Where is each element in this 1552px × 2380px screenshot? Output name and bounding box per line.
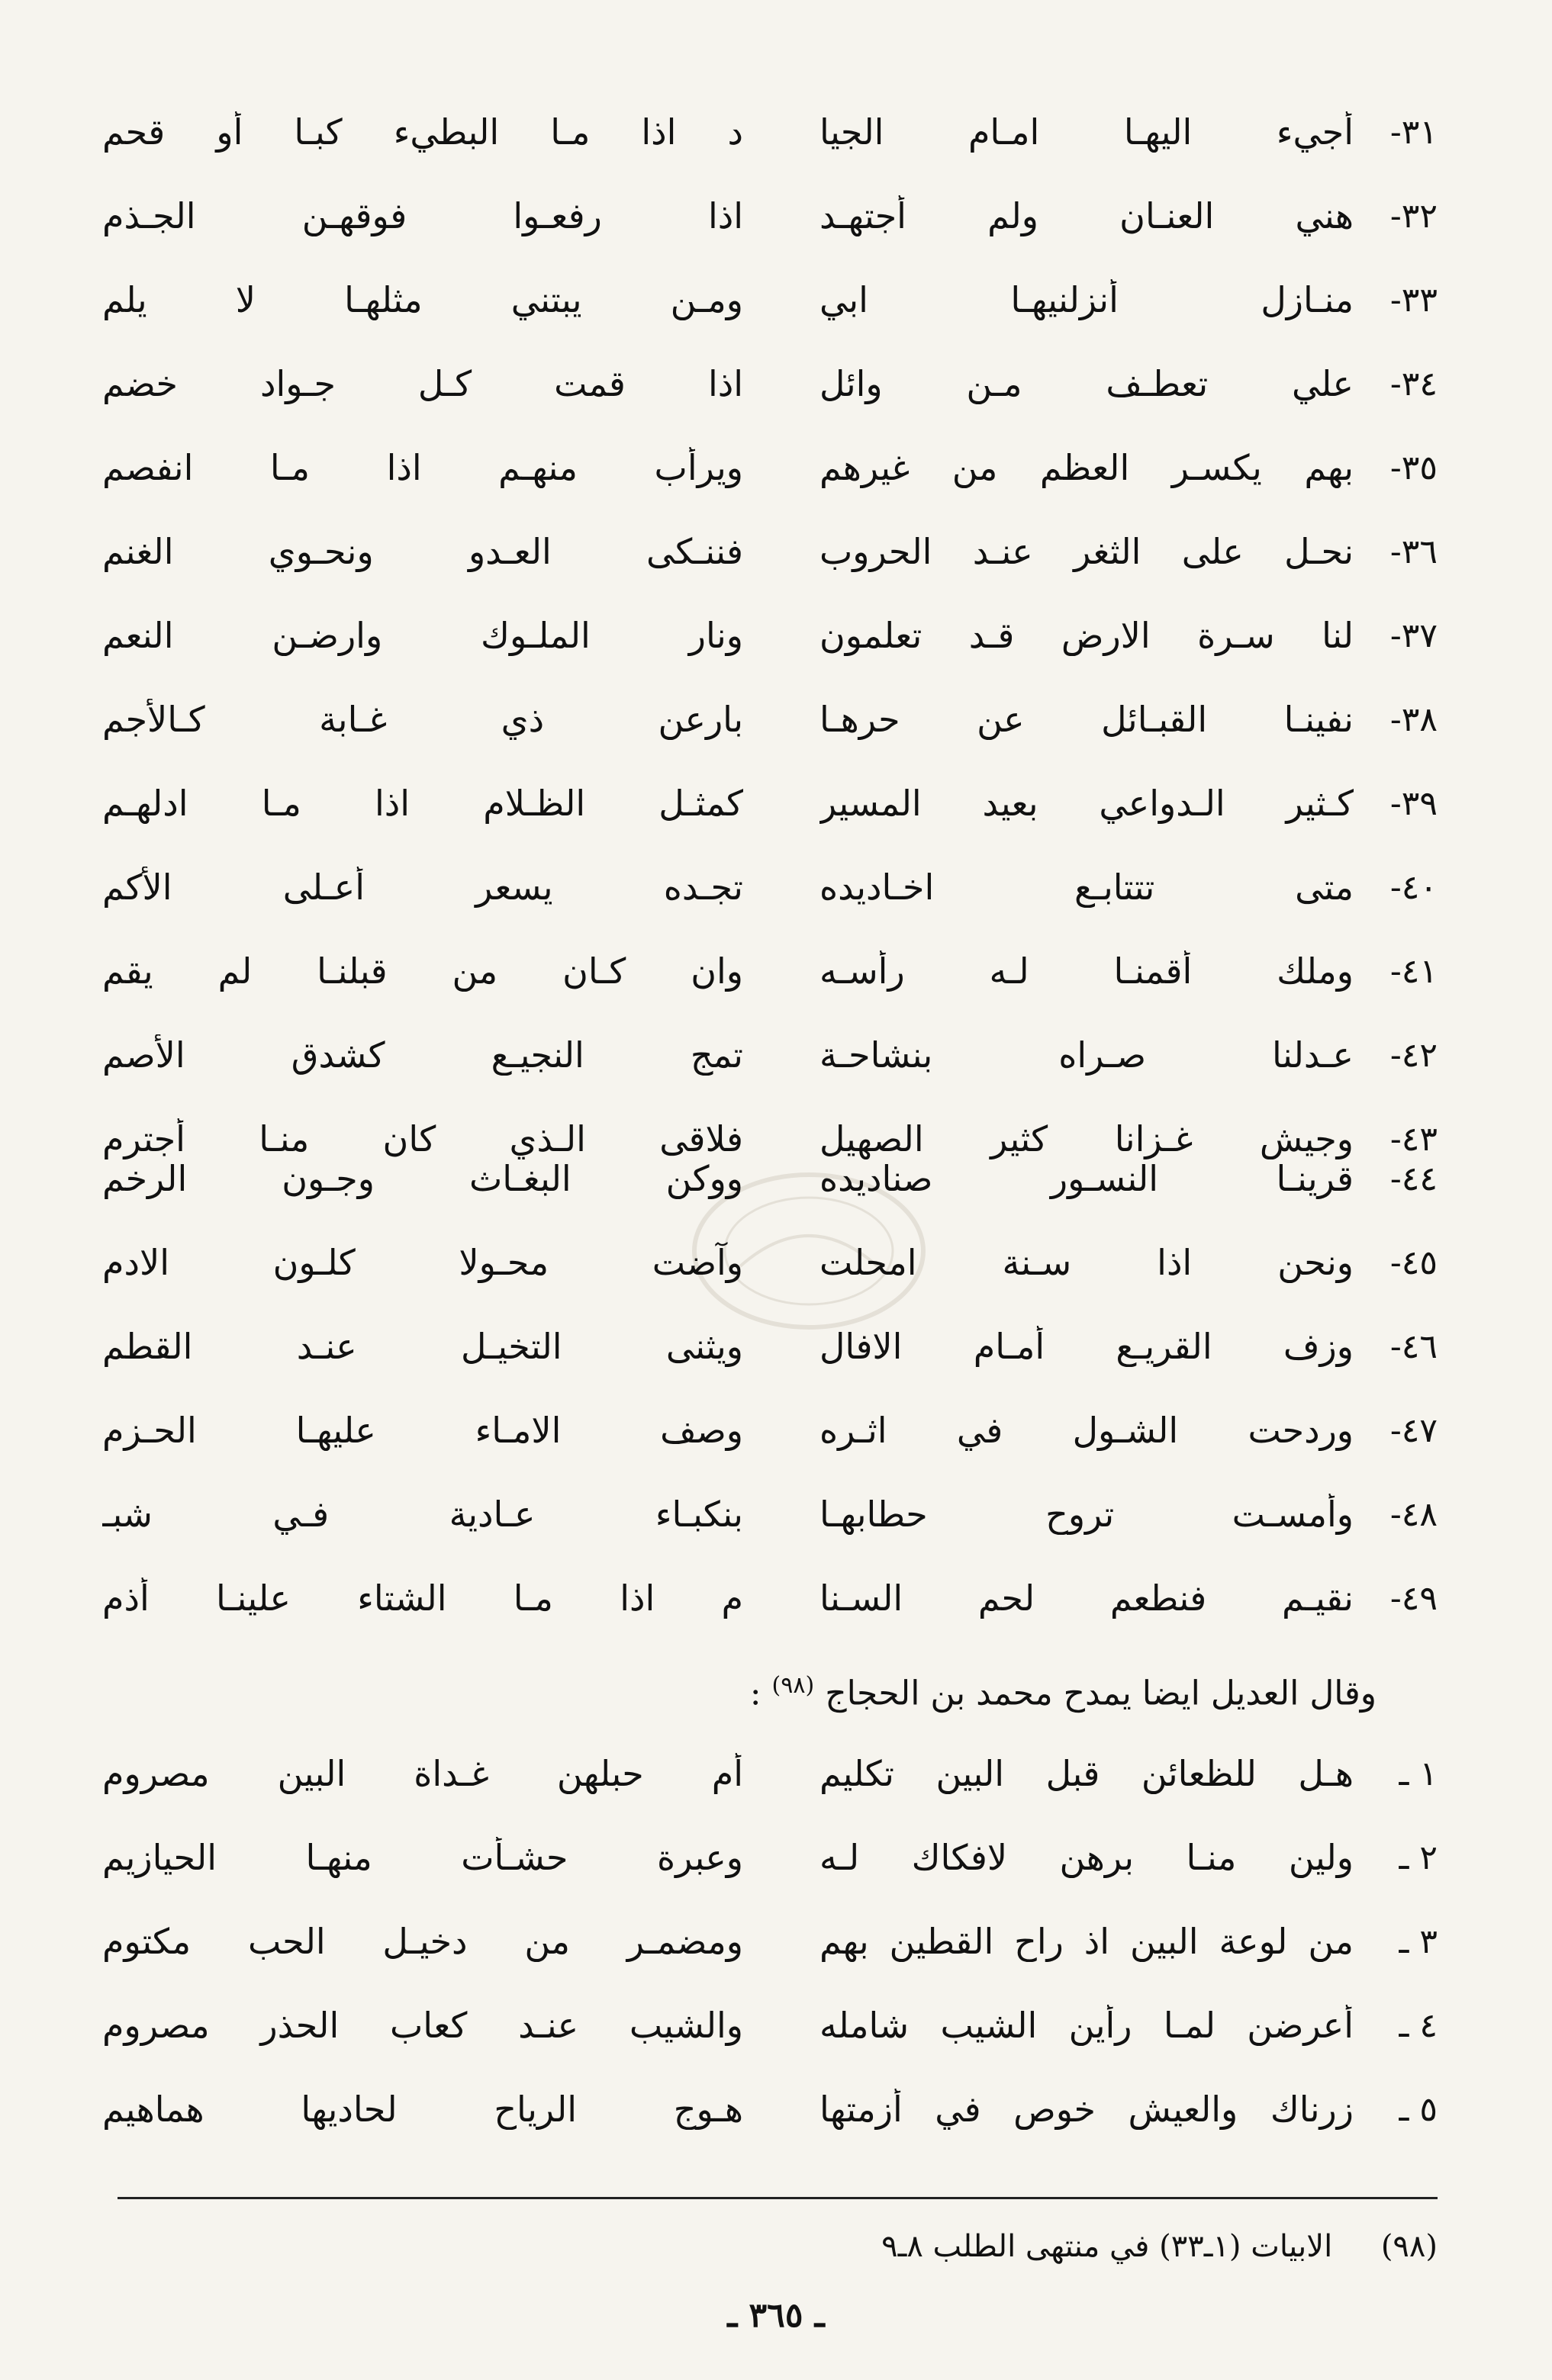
verse-line — [102, 845, 1438, 929]
verse-first-hemistich: أجيء اليهـا امـام الجيا — [819, 111, 1354, 153]
verse-second-hemistich: كمثـل الظـلام اذا مـا ادلهـم — [102, 783, 743, 824]
verse-line — [102, 1388, 1438, 1472]
verse-second-hemistich: ومـن يبتني مثلهـا لا يلم — [102, 279, 743, 320]
verse-first-hemistich: هني العنـان ولم أجتهـد — [819, 195, 1354, 236]
verse-first-hemistich: أعرضن لمـا رأين الشيب شامله — [819, 2005, 1354, 2046]
poem-new-ode-verses — [102, 1732, 1438, 2151]
verse-first-hemistich: وملك أقمنـا لـه رأسـه — [819, 950, 1354, 992]
verse-line — [102, 1816, 1438, 1899]
footnote-divider — [118, 2197, 1438, 2199]
verse-number: ٤٦- — [1389, 1327, 1438, 1366]
verse-number: ٤٠- — [1389, 867, 1438, 907]
verse-first-hemistich: ولين منـا برهن لافكاك لـه — [819, 1837, 1354, 1878]
verse-second-hemistich: هـوج الرياح لحاديها هماهيم — [102, 2089, 743, 2130]
verse-second-hemistich: وعبرة حشـأت منهـا الحيازيم — [102, 1837, 743, 1878]
verse-second-hemistich: د اذا مـا البطيء كبـا أو قحم — [102, 111, 743, 153]
footnote — [118, 2216, 1438, 2277]
verse-second-hemistich: ويثنى التخيـل عنـد القطم — [102, 1326, 743, 1367]
verse-second-hemistich: تمج النجيـع كشدق الأصم — [102, 1034, 743, 1076]
verse-number: ٣١- — [1389, 112, 1438, 152]
footnote-text: الابيات (١ـ٣٣) في منتهى الطلب ٨ـ٩ — [881, 2229, 1333, 2264]
intro-text: وقال العديل ايضا يمدح محمد بن الحجاج — [825, 1674, 1377, 1713]
verse-number: ٣٤- — [1389, 364, 1438, 404]
verse-first-hemistich: وردحت الشـول في اثـره — [819, 1410, 1354, 1451]
verse-number: ٤٨- — [1389, 1494, 1438, 1534]
verse-number: ٣٩- — [1389, 783, 1438, 823]
verse-line — [102, 761, 1438, 845]
verse-line — [102, 1221, 1438, 1304]
verse-line — [102, 1899, 1438, 1983]
verse-line — [102, 929, 1438, 1013]
verse-second-hemistich: وصف الامـاء عليهـا الحـزم — [102, 1410, 743, 1451]
verse-number: ٤٢- — [1389, 1035, 1438, 1075]
verse-second-hemistich: ووكن البغـاث وجـون الرخم — [102, 1158, 743, 1199]
verse-line — [102, 1983, 1438, 2067]
verse-first-hemistich: نحـل على الثغر عنـد الحروب — [819, 531, 1354, 572]
verse-first-hemistich: لنا سـرة الارض قـد تعلمون — [819, 615, 1354, 656]
verse-line — [102, 258, 1438, 342]
verse-number: ٤٧- — [1389, 1410, 1438, 1450]
page-number: ـ ٣٦٥ ـ — [727, 2296, 825, 2335]
verse-line — [102, 90, 1438, 174]
verse-number: ٣٧- — [1389, 616, 1438, 655]
verse-first-hemistich: قرينـا النسـور صناديده — [819, 1158, 1354, 1199]
verse-line — [102, 1472, 1438, 1556]
verse-number: ٣٢- — [1389, 196, 1438, 236]
verse-second-hemistich: بنكبـاء عـادية فـي شبـ — [102, 1494, 743, 1535]
verse-line — [102, 342, 1438, 426]
verse-number: ٤٣- — [1389, 1119, 1438, 1159]
verse-number: ٤٩- — [1389, 1578, 1438, 1618]
verse-first-hemistich: وزف القريـع أمـام الافال — [819, 1326, 1354, 1367]
verse-number: ٤٤- — [1389, 1159, 1438, 1198]
verse-first-hemistich: علي تعطـف مـن وائل — [819, 363, 1354, 404]
verse-second-hemistich: والشيب عنـد كعاب الحذر مصروم — [102, 2005, 743, 2046]
verse-second-hemistich: اذا قمت كـل جـواد خضم — [102, 363, 743, 404]
footnote-reference[interactable]: (٩٨) — [771, 1672, 815, 1699]
verse-number: ٣٨- — [1389, 700, 1438, 739]
verse-number: ٤٥- — [1389, 1243, 1438, 1282]
verse-second-hemistich: ومضمـر من دخيـل الحب مكتوم — [102, 1921, 743, 1962]
verse-line — [102, 677, 1438, 761]
verse-second-hemistich: ونار الملـوك وارضـن النعم — [102, 615, 743, 656]
verse-second-hemistich: أم حبلهن غـداة البين مصروم — [102, 1753, 743, 1794]
verse-second-hemistich: وآضت محـولا كلـون الادم — [102, 1242, 743, 1283]
verse-number: ٣ ـ — [1399, 1922, 1438, 1961]
verse-first-hemistich: هـل للظعائن قبل البين تكليم — [819, 1753, 1354, 1794]
verse-second-hemistich: تجـده يسعر أعـلى الأكم — [102, 867, 743, 908]
verse-line — [102, 510, 1438, 593]
verse-second-hemistich: ويرأب منهـم اذا مـا انفصم — [102, 447, 743, 488]
verse-line — [102, 2067, 1438, 2151]
verse-second-hemistich: فننـكى العـدو ونحـوي الغنم — [102, 531, 743, 572]
verse-first-hemistich: نفينـا القبـائل عن حرهـا — [819, 699, 1354, 740]
intro-colon: : — [749, 1674, 762, 1713]
verse-number: ٤ ـ — [1399, 2005, 1438, 2045]
verse-first-hemistich: من لوعة البين اذ راح القطين بهم — [819, 1921, 1354, 1962]
poem-verses-31-43 — [102, 90, 1438, 1181]
verse-number: ٤١- — [1389, 951, 1438, 991]
poem-introduction — [232, 1648, 1377, 1732]
verse-first-hemistich: عـدلنا صـراه بنشاحـة — [819, 1034, 1354, 1076]
verse-first-hemistich: زرناك والعيش خوص في أزمتها — [819, 2089, 1354, 2130]
verse-second-hemistich: اذا رفعـوا فوقهـن الجـذم — [102, 195, 743, 236]
footnote-number: (٩٨) — [1380, 2229, 1438, 2264]
verse-line — [102, 1732, 1438, 1816]
verse-number: ٥ ـ — [1399, 2089, 1438, 2129]
verse-line — [102, 174, 1438, 258]
verse-number: ٢ ـ — [1399, 1838, 1438, 1877]
verse-first-hemistich: وجيش غـزانا كثير الصهيل — [819, 1118, 1354, 1159]
verse-first-hemistich: وأمسـت تروح حطابهـا — [819, 1494, 1354, 1535]
verse-number: ٣٣- — [1389, 280, 1438, 320]
verse-first-hemistich: بهم يكسـر العظم من غيرهم — [819, 447, 1354, 488]
verse-number: ٣٦- — [1389, 532, 1438, 571]
verse-line — [102, 1556, 1438, 1640]
poem-verses-44-49 — [102, 1137, 1438, 1640]
verse-line — [102, 426, 1438, 510]
verse-first-hemistich: منـازل أنزلنيهـا ابي — [819, 279, 1354, 320]
verse-first-hemistich: كـثير الـدواعي بعيد المسير — [819, 783, 1354, 824]
verse-line — [102, 593, 1438, 677]
verse-second-hemistich: وان كـان من قبلنـا لم يقم — [102, 950, 743, 992]
verse-line — [102, 1137, 1438, 1221]
verse-first-hemistich: متى تتتابـع اخـاديده — [819, 867, 1354, 908]
verse-first-hemistich: ونحن اذا سـنة امحلت — [819, 1242, 1354, 1283]
verse-first-hemistich: نقيـم فنطعم لحم السـنا — [819, 1578, 1354, 1619]
verse-number: ١ ـ — [1399, 1754, 1438, 1793]
verse-second-hemistich: م اذا مـا الشتاء علينـا أذم — [102, 1578, 743, 1619]
verse-number: ٣٥- — [1389, 448, 1438, 487]
verse-line — [102, 1304, 1438, 1388]
verse-second-hemistich: فلاقى الـذي كان منـا أجترم — [102, 1118, 743, 1159]
verse-second-hemistich: بارعن ذي غـابة كـالأجم — [102, 699, 743, 740]
verse-line — [102, 1013, 1438, 1097]
